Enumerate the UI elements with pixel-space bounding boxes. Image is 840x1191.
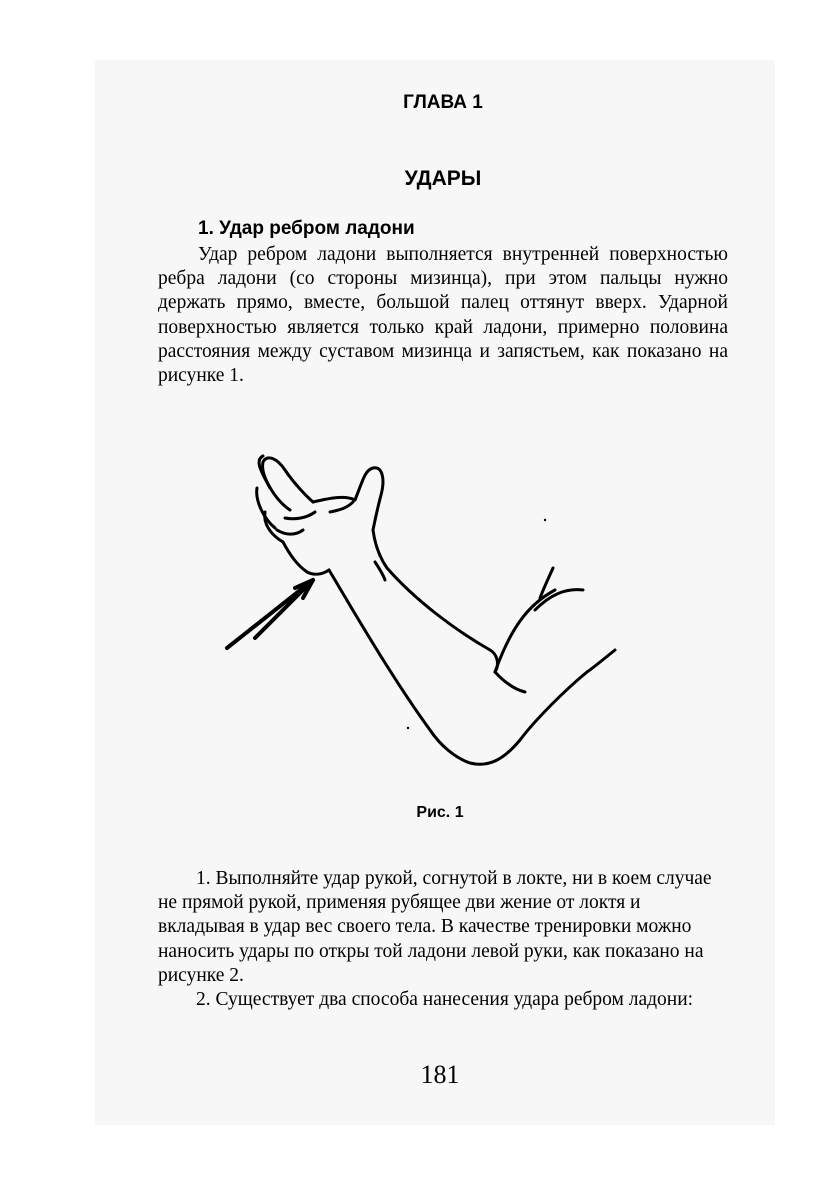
section-title: УДАРЫ [404, 167, 482, 190]
upper-arm [520, 650, 615, 740]
figure-caption: Рис. 1 [416, 804, 464, 821]
palm-crease [330, 502, 353, 512]
decorative-dot [544, 519, 546, 521]
chapter-title: ГЛАВА 1 [403, 92, 483, 113]
decorative-dot [407, 727, 409, 729]
figure-arm-strike [215, 440, 645, 780]
palm-outline [313, 497, 355, 502]
page-number: 181 [420, 1060, 460, 1089]
finger-outline [285, 512, 315, 519]
arm-strike-illustration [215, 440, 645, 780]
intro-paragraph: Удар ребром ладони выполняется внутренней поверхностью ребра ладони (со стороны мизинца), при этом пальцы нужно держать прямо, вместе, большой палец оттянут вверх. Ударной поверхностью является только край ладони, примерно половина расстояния между суставом мизинца и запястьем, как показано на рисунке 1. [158, 244, 728, 387]
list-item-2: 2. Существует два способа нанесения удара ребром ладони: [196, 989, 694, 1010]
hand-edge [283, 542, 307, 572]
thumb-outline [355, 468, 383, 530]
subsection-heading: 1. Удар ребром ладони [198, 218, 415, 239]
strike-direction-arrow [227, 580, 313, 648]
finger-outline [277, 530, 303, 534]
wrist-line [307, 570, 329, 574]
list-item-1: 1. Выполняйте удар рукой, согнутой в локте, ни в коем случае не прямой рукой, применяя рубящее дви жение от локтя и вкладывая в удар вес своего тела. В качестве тренировки можно наносить удары по откры той ладони левой руки, как показано на рисунке 2. [158, 868, 712, 986]
forearm-lower [329, 570, 520, 764]
forearm-upper [387, 568, 497, 672]
elbow-fold [495, 672, 525, 692]
finger-outline [263, 458, 313, 510]
